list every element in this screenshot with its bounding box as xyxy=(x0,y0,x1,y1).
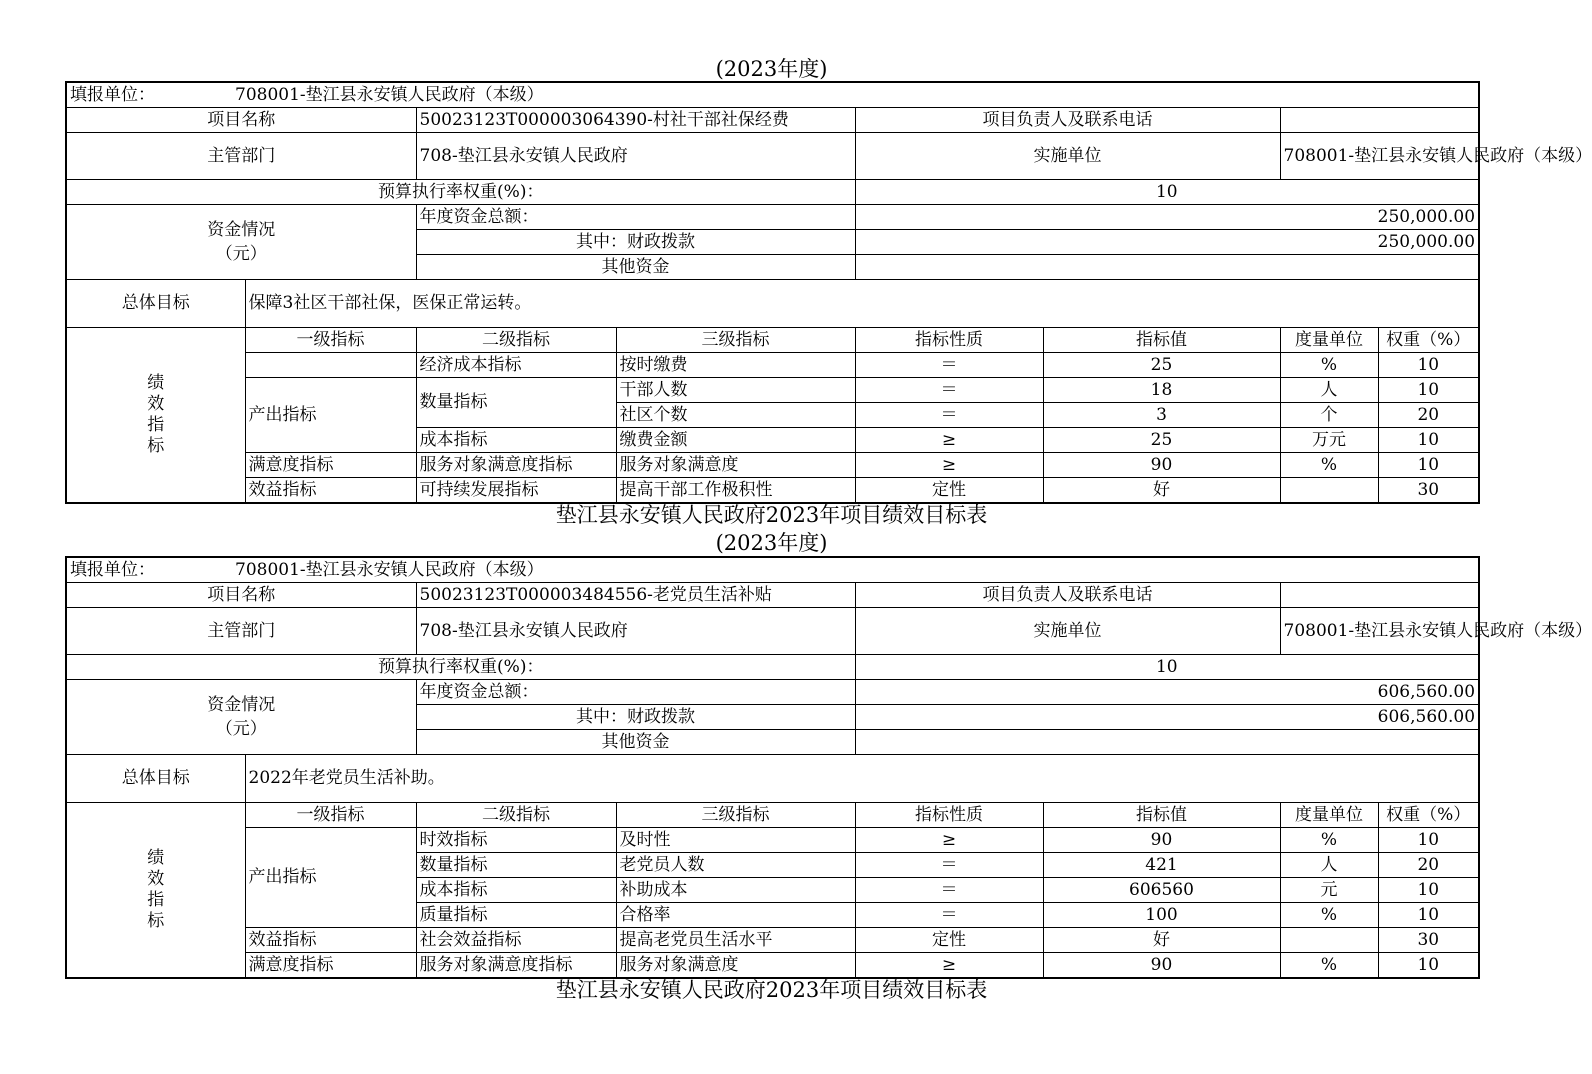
fill-unit-label: 填报单位： xyxy=(70,84,155,105)
header-nature: 指标性质 xyxy=(855,803,1043,828)
table-row: 质量指标 合格率 ＝ 100 % 10 xyxy=(66,903,1479,928)
fill-unit-value: 708001-垫江县永安镇人民政府（本级） xyxy=(235,84,544,105)
other-funds-value xyxy=(855,255,1479,280)
header-value: 指标值 xyxy=(1043,328,1280,353)
funds-label: 资金情况 xyxy=(207,695,276,715)
goal-value: 2022年老党员生活补助。 xyxy=(245,755,1479,803)
header-weight: 权重（%） xyxy=(1378,803,1479,828)
table-row: 产出指标 时效指标 及时性 ≥ 90 % 10 xyxy=(66,828,1479,853)
header-l1: 一级指标 xyxy=(245,803,416,828)
budget-rate-value: 10 xyxy=(855,655,1479,680)
budget-rate-label: 预算执行率权重(%)： xyxy=(66,180,855,205)
table-row: 数量指标 老党员人数 ＝ 421 人 20 xyxy=(66,853,1479,878)
other-funds-label: 其他资金 xyxy=(416,255,855,280)
other-funds-label: 其他资金 xyxy=(416,730,855,755)
header-l2: 二级指标 xyxy=(416,328,616,353)
dept-label: 主管部门 xyxy=(66,133,416,180)
dept-value: 708-垫江县永安镇人民政府 xyxy=(416,608,855,655)
dept-value: 708-垫江县永安镇人民政府 xyxy=(416,133,855,180)
contact-label: 项目负责人及联系电话 xyxy=(855,108,1280,133)
table-row: 效益指标 社会效益指标 提高老党员生活水平 定性 好 30 xyxy=(66,928,1479,953)
table-row: 成本指标 补助成本 ＝ 606560 元 10 xyxy=(66,878,1479,903)
funds-unit: （元） xyxy=(215,719,267,739)
impl-label: 实施单位 xyxy=(855,608,1280,655)
project-name-value: 50023123T000003064390-村社干部社保经费 xyxy=(416,108,855,133)
header-l2: 二级指标 xyxy=(416,803,616,828)
table1-performance-table xyxy=(65,81,1592,504)
header-unit: 度量单位 xyxy=(1280,803,1378,828)
table-row: 效益指标 可持续发展指标 提高干部工作极积性 定性 好 30 xyxy=(66,478,1479,504)
contact-label: 项目负责人及联系电话 xyxy=(855,583,1280,608)
fill-unit-value: 708001-垫江县永安镇人民政府（本级） xyxy=(235,559,544,580)
funds-label-cell xyxy=(66,205,416,280)
header-l3: 三级指标 xyxy=(616,803,855,828)
goal-label: 总体目标 xyxy=(66,755,245,803)
goal-value: 保障3社区干部社保，医保正常运转。 xyxy=(245,280,1479,328)
budget-rate-label: 预算执行率权重(%)： xyxy=(66,655,855,680)
impl-value: 708001-垫江县永安镇人民政府（本级） xyxy=(1280,133,1479,180)
table2-year-caption: (2023年度) xyxy=(715,531,828,555)
header-weight: 权重（%） xyxy=(1378,328,1479,353)
annual-total-label: 年度资金总额： xyxy=(416,205,855,230)
table2-footer-title: 垫江县永安镇人民政府2023年项目绩效目标表 xyxy=(555,978,988,1002)
table-row: 产出指标 数量指标 干部人数 ＝ 18 人 10 xyxy=(66,378,1479,403)
fiscal-label: 其中：财政拨款 xyxy=(416,230,855,255)
header-l1: 一级指标 xyxy=(245,328,416,353)
fiscal-label: 其中：财政拨款 xyxy=(416,705,855,730)
funds-label: 资金情况 xyxy=(207,220,276,240)
perf-indicator-label: 绩 效 指 标 xyxy=(66,328,245,504)
table-row: 成本指标 缴费金额 ≥ 25 万元 10 xyxy=(66,428,1479,453)
fiscal-value: 606,560.00 xyxy=(855,705,1479,730)
table1-footer-title: 垫江县永安镇人民政府2023年项目绩效目标表 xyxy=(555,503,988,527)
annual-total-value: 250,000.00 xyxy=(855,205,1479,230)
funds-label-cell xyxy=(66,680,416,755)
header-l3: 三级指标 xyxy=(616,328,855,353)
project-name-label: 项目名称 xyxy=(66,108,416,133)
header-unit: 度量单位 xyxy=(1280,328,1378,353)
impl-value: 708001-垫江县永安镇人民政府（本级） xyxy=(1280,608,1479,655)
project-name-value: 50023123T000003484556-老党员生活补贴 xyxy=(416,583,855,608)
fiscal-value: 250,000.00 xyxy=(855,230,1479,255)
perf-indicator-label: 绩 效 指 标 xyxy=(66,803,245,979)
table1-fill-unit-row xyxy=(66,82,1479,108)
header-nature: 指标性质 xyxy=(855,328,1043,353)
table-row: 满意度指标 服务对象满意度指标 服务对象满意度 ≥ 90 % 10 xyxy=(66,453,1479,478)
other-funds-value xyxy=(855,730,1479,755)
table-row: 社区个数 ＝ 3 个 20 xyxy=(66,403,1479,428)
contact-value xyxy=(1280,108,1479,133)
header-value: 指标值 xyxy=(1043,803,1280,828)
annual-total-label: 年度资金总额： xyxy=(416,680,855,705)
project-name-label: 项目名称 xyxy=(66,583,416,608)
impl-label: 实施单位 xyxy=(855,133,1280,180)
table2-performance-table xyxy=(65,556,1592,979)
table1-year-caption: (2023年度) xyxy=(715,57,828,81)
contact-value xyxy=(1280,583,1479,608)
table-row: 经济成本指标 按时缴费 ＝ 25 % 10 xyxy=(66,353,1479,378)
annual-total-value: 606,560.00 xyxy=(855,680,1479,705)
goal-label: 总体目标 xyxy=(66,280,245,328)
dept-label: 主管部门 xyxy=(66,608,416,655)
table2-fill-unit-row xyxy=(66,557,1479,583)
table-row: 满意度指标 服务对象满意度指标 服务对象满意度 ≥ 90 % 10 xyxy=(66,953,1479,979)
fill-unit-label: 填报单位： xyxy=(70,559,155,580)
funds-unit: （元） xyxy=(215,244,267,264)
budget-rate-value: 10 xyxy=(855,180,1479,205)
